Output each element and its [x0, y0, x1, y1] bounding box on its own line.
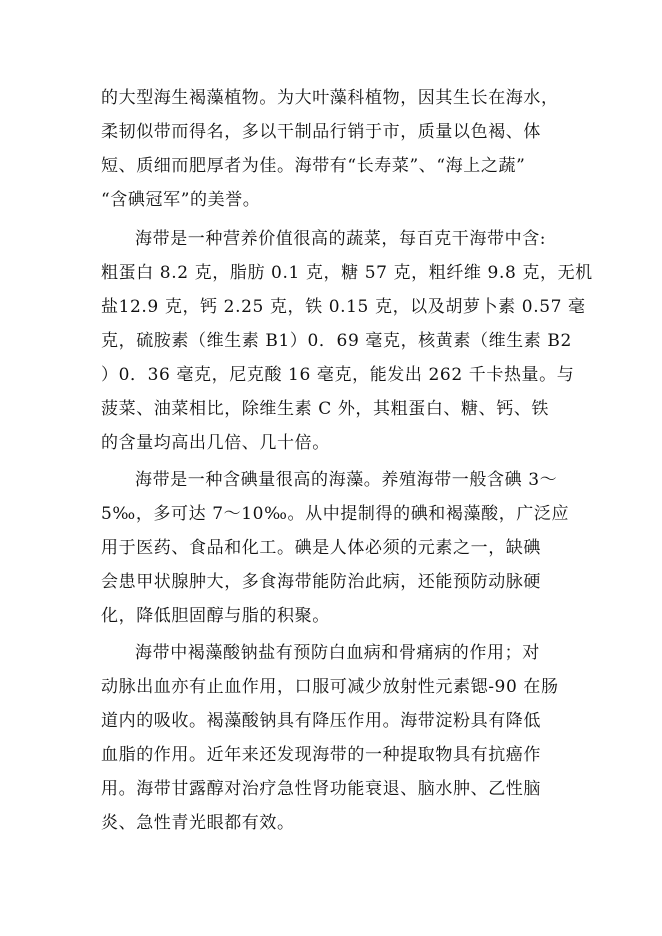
text-line: 动脉出血亦有止血作用，口服可减少放射性元素锶-90 在肠	[101, 677, 559, 697]
text-line: 道内的吸收。褐藻酸钠具有降压作用。海带淀粉具有降低	[101, 711, 541, 731]
text-line: 化，降低胆固醇与脂的积聚。	[101, 606, 330, 626]
text-line: 克，硫胺素（维生素 B1）0．69 毫克，核黄素（维生素 B2	[101, 331, 572, 351]
text-line: 用于医药、食品和化工。碘是人体必须的元素之一，缺碘	[101, 538, 541, 558]
text-line: 海带是一种营养价值很高的蔬菜，每百克干海带中含:	[135, 229, 547, 249]
text-line: 海带中褐藻酸钠盐有预防白血病和骨痛病的作用；对	[135, 643, 540, 663]
text-line: 会患甲状腺肿大，多食海带能防治此病，还能预防动脉硬	[101, 572, 541, 592]
text-line: 盐12.9 克，钙 2.25 克，铁 0.15 克，以及胡萝卜素 0.57 毫	[101, 297, 586, 317]
text-line: 粗蛋白 8.2 克，脂肪 0.1 克，糖 57 克，粗纤维 9.8 克，无机	[101, 263, 593, 283]
text-line: 炎、急性青光眼都有效。	[101, 813, 295, 833]
text-line: 的含量均高出几倍、几十倍。	[101, 433, 330, 453]
text-line: 海带是一种含碘量很高的海藻。养殖海带一般含碘 3～	[135, 470, 558, 490]
text-line: 短、质细而肥厚者为佳。海带有“长寿菜”、“海上之蔬”	[101, 156, 526, 176]
text-line: 用。海带甘露醇对治疗急性肾功能衰退、脑水肿、乙性脑	[101, 779, 541, 799]
text-line: 5‰，多可达 7～10‰。从中提制得的碘和褐藻酸，广泛应	[101, 504, 570, 524]
text-line: 菠菜、油菜相比，除维生素 C 外，其粗蛋白、糖、钙、铁	[101, 399, 550, 419]
text-line: 血脂的作用。近年来还发现海带的一种提取物具有抗癌作	[101, 745, 541, 765]
text-line: ）0．36 毫克，尼克酸 16 毫克，能发出 262 千卡热量。与	[101, 365, 575, 385]
text-line: 的大型海生褐藻植物。为大叶藻科植物，因其生长在海水，	[101, 88, 559, 108]
text-line: “含碘冠军”的美誉。	[101, 190, 261, 210]
text-line: 柔韧似带而得名，多以干制品行销于市，质量以色褐、体	[101, 122, 541, 142]
